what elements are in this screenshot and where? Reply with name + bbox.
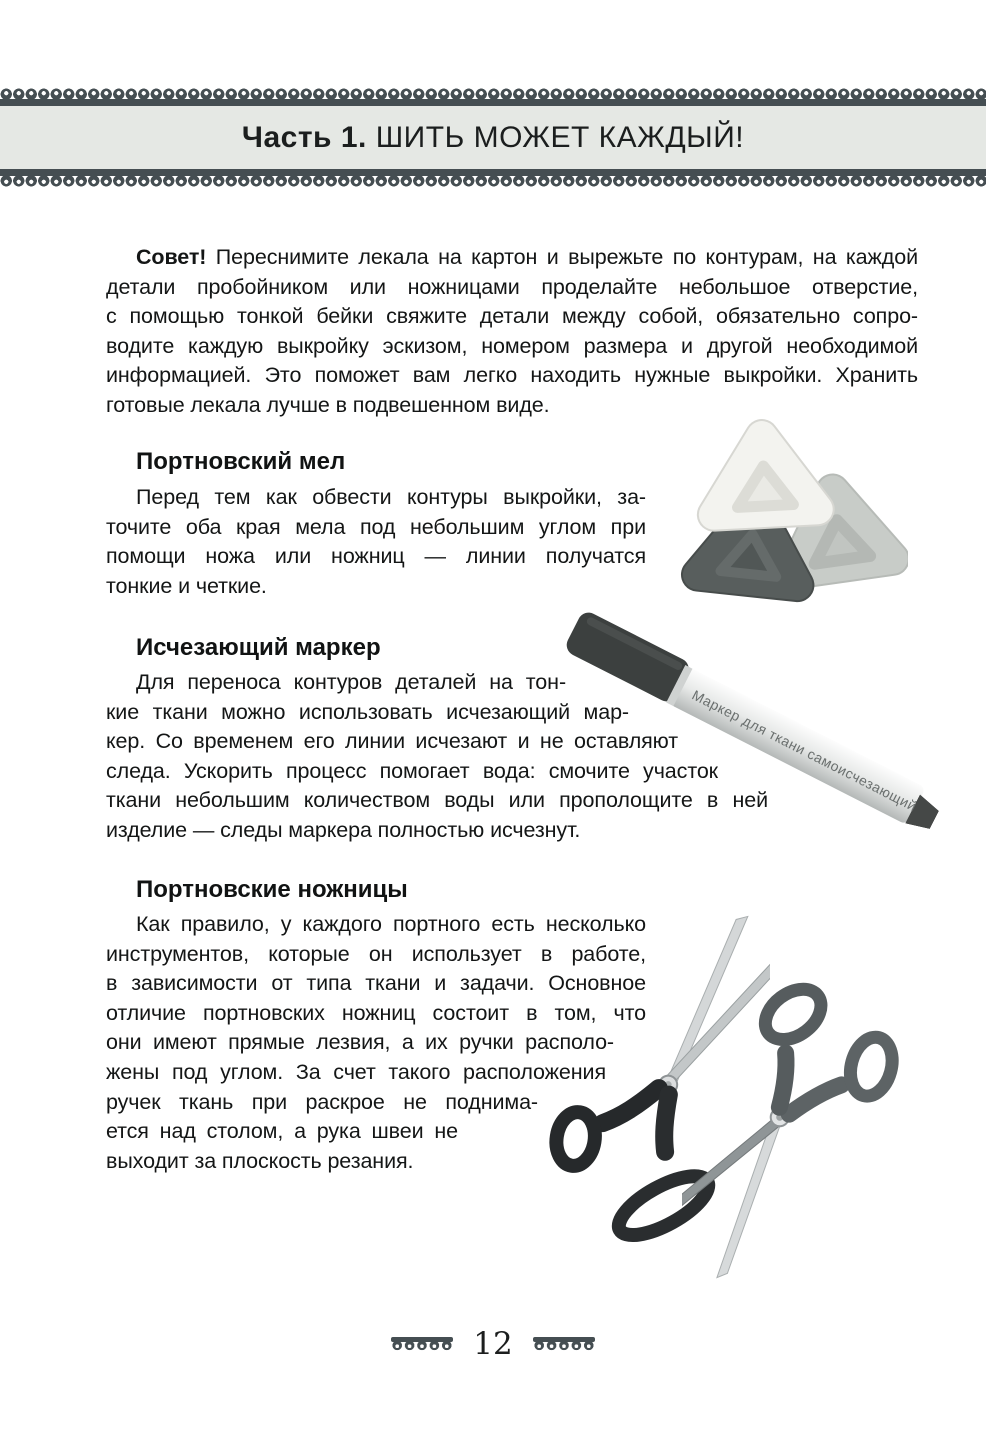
text-line [106,243,918,273]
text-line: следа. Ускорить процесс помогает вода: смочите участок [106,758,718,783]
text-line: Для переноса контуров деталей на тон- [136,670,566,694]
tip-paragraph [106,243,922,421]
text-line: в зависимости от типа ткани и задачи. Основное [106,971,646,996]
marker-label-text: Маркер для ткани самоисчезающий [689,686,920,815]
lace-border-bottom-icon [0,176,986,187]
text-line: Перед тем как обвести контуры выкройки, за- [136,485,646,509]
section-heading-scissors: Портновские ножницы [136,876,408,903]
lace-border-top-bar [0,99,986,106]
chalk-paragraph [106,483,650,601]
text-line: ткани небольшим количеством воды или прополощите в ней [106,788,768,813]
text-line: информацией. Это поможет вам легко находить нужные выкройки. Хранить [106,363,918,388]
section-heading-chalk: Портновский мел [136,448,346,475]
text-line: Как правило, у каждого портного есть несколько [136,912,646,936]
chapter-title [242,121,744,155]
tailors-chalk-image [668,408,908,628]
fabric-marker-image [558,596,986,840]
text-line: выходит за плоскость резания. [106,1148,414,1173]
text-line: изделие — следы маркера полностью исчезнут. [106,817,581,842]
lace-border-top-icon [0,88,986,99]
page-number: 12 [473,1326,513,1362]
section-heading-marker: Исчезающий маркер [136,634,381,661]
footer-ornament-left-icon [391,1337,453,1351]
text-line: жены под углом. За счет такого расположения [106,1059,606,1084]
text-line: они имеют прямые лезвия, а их ручки располо- [106,1030,614,1055]
text-line: помощи ножа или ножниц — линии получатся [106,544,646,569]
text-line: готовые лекала лучше в подвешенном виде. [106,392,550,417]
chapter-band [0,106,986,169]
text-line: кер. Со временем его линии исчезают и не оставляют [106,729,678,754]
chapter-header [0,88,986,187]
tip-label: Совет! [136,245,207,269]
text-line: детали пробойником или ножницами проделайте небольшое отверстие, [106,274,918,299]
text-line: инструментов, которые он использует в работе, [106,941,646,966]
text-line: кие ткани можно использовать исчезающий мар- [106,699,629,724]
text-line: отличие портновских ножниц состоит в том, что [106,1000,646,1025]
scissors-image [682,892,986,1282]
footer-ornament-right-icon [533,1337,595,1351]
text-line: ется над столом, а рука швеи не [106,1119,458,1144]
text-line: точите оба края мела под небольшим углом при [106,514,646,539]
text-line: водите каждую выкройку эскизом, номером размера и другой необходимой [106,333,918,358]
chapter-name: ШИТЬ МОЖЕТ КАЖДЫЙ! [375,120,745,154]
page-footer [0,1326,986,1362]
lace-border-bottom-bar [0,169,986,176]
tip-text: Переснимите лекала на картон и вырежьте по контурам, на каждой [206,245,918,269]
text-line: с помощью тонкой бейки свяжите детали между собой, обязательно сопро- [106,304,918,329]
text-line: ручек ткань при раскрое не поднима- [106,1089,538,1114]
text-line: тонкие и четкие. [106,573,267,598]
chapter-label: Часть 1. [241,120,367,154]
